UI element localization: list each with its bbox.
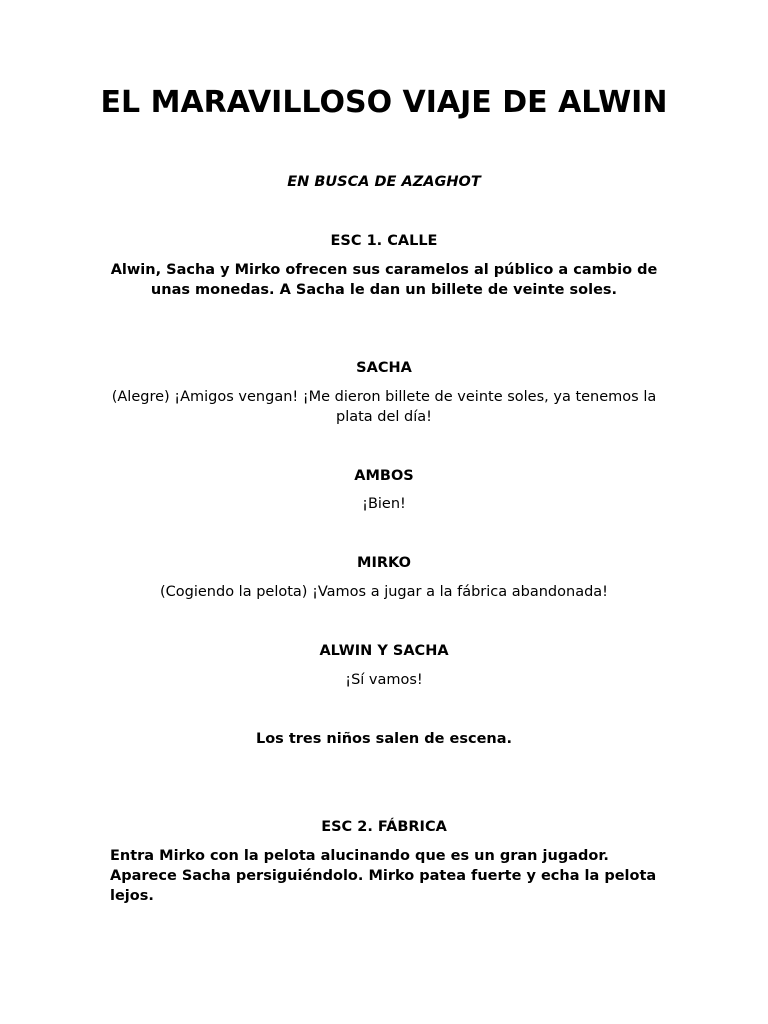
document-subtitle: EN BUSCA DE AZAGHOT (287, 174, 481, 190)
scene-1-direction: Alwin, Sacha y Mirko ofrecen sus caramelos al público a cambio de unas monedas. A Sacha le dan un billete de veinte soles. (110, 262, 658, 298)
dialogue-mirko: (Cogiendo la pelota) ¡Vamos a jugar a la fábrica abandonada! (160, 584, 608, 600)
dialogue-ambos: ¡Bien! (362, 496, 406, 512)
exit-direction: Los tres niños salen de escena. (255, 731, 513, 747)
speaker-sacha: SACHA (356, 360, 412, 376)
dialogue-alwin-y-sacha: ¡Sí vamos! (345, 672, 423, 688)
speaker-mirko: MIRKO (357, 555, 411, 571)
dialogue-sacha: (Alegre) ¡Amigos vengan! ¡Me dieron billete de veinte soles, ya tenemos la plata del día! (111, 389, 657, 425)
scene-2-direction: Entra Mirko con la pelota alucinando que es un gran jugador. Aparece Sacha persiguiéndolo. Mirko patea fuerte y echa la pelota lejos. (110, 848, 657, 904)
document-title: EL MARAVILLOSO VIAJE DE ALWIN (100, 85, 668, 120)
speaker-alwin-y-sacha: ALWIN Y SACHA (319, 643, 449, 659)
scene-1-heading: ESC 1. CALLE (330, 233, 438, 249)
scene-2-heading: ESC 2. FÁBRICA (321, 819, 447, 835)
speaker-ambos: AMBOS (354, 468, 414, 484)
